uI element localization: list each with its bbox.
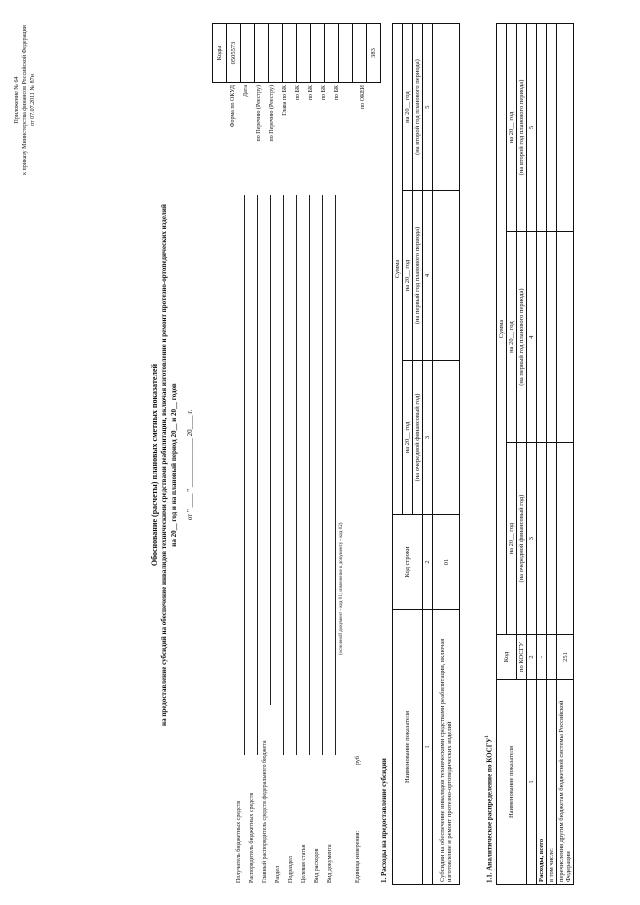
field-subsection: Подраздел [288,856,294,883]
row-value [547,24,557,232]
row-code: 01 [433,515,460,610]
table-row-code: - [537,635,547,680]
col-header-year3: на 20__ год [403,24,413,191]
col-header-sum: Сумма [393,24,403,515]
field-line [335,195,336,755]
row-value [557,231,574,442]
unit-value: руб [355,756,361,765]
col-header-code: Код строки [393,515,423,610]
code-cell [339,24,353,83]
code-label-bk: по БК [321,85,327,101]
field-line [283,195,284,755]
code-label-date: Дата [243,85,249,97]
form-okud-label: Форма по ОКУД [230,85,236,128]
appendix-number: Приложение № 64 [14,76,20,124]
code-label-registry: по Перечню (Реестру) [256,85,262,142]
section1-title: 1. Расходы на предоставление субсидии [380,758,388,883]
col-num: 4 [527,231,537,442]
row-value [433,191,460,361]
codes-table [212,23,381,83]
row-value [433,360,460,514]
col-num: 3 [527,443,537,635]
table-row-name: Расходы, всего [537,680,547,885]
col-header-name: Наименование показателя [497,680,527,885]
code-cell [269,24,283,83]
row-value [557,24,574,232]
field-line [257,195,258,755]
col-num: 4 [423,191,433,361]
table-row-code [547,635,557,680]
col-header-name: Наименование показателя [393,610,423,885]
doc-type-note: (основной документ - код 01; изменение к документу - код 02) [339,522,344,655]
doc-title: Обоснование (расчеты) плановых сметных показателей [150,363,159,567]
section11-title-text: 1.1. Аналитическое распределение по КОСГУ [485,737,494,883]
section1-table [392,23,460,885]
field-line [270,195,271,705]
col-header-year2: на 20__ год [403,191,413,361]
col-header-year1: на 20__ год [403,360,413,514]
code-label-chapter: Глава по БК [282,85,288,116]
field-line [296,195,297,755]
col-header-year1: на 20__ год [507,443,517,635]
okei-label: по ОКЕИ [360,85,366,110]
row-value [537,443,547,635]
field-recipient: Получатель бюджетных средств [236,800,242,883]
col-header-code-kosgu: по КОСГУ [517,635,527,680]
field-line [309,195,310,755]
row-value [547,443,557,635]
col-num: 5 [423,24,433,191]
col-header-year2: на 20__ год [507,231,517,442]
col-num: 3 [423,360,433,514]
field-main-distributor: Главный распорядитель средств федерального бюджета [262,740,268,883]
field-expense-type: Вид расходов [314,848,320,883]
code-cell [283,24,297,83]
table-row-name: в том числе: [547,680,557,885]
row-value [557,443,574,635]
code-cell [255,24,269,83]
code-label-bk: по БК [308,85,314,101]
okei-code: 383 [367,24,381,83]
section11-title [484,735,493,883]
col-header-sum: Сумма [497,24,507,635]
code-cell [311,24,325,83]
code-cell [325,24,339,83]
appendix-order: к приказу Министерства финансов Российской Федерации [22,25,28,175]
doc-subtitle: на предоставление субсидий на обеспечение инвалидов техническими средствами реабилитации, включая изготовление и ремонт протезно-ортопедических изделий [160,204,168,726]
field-doc-type: Вид документа [327,844,333,883]
col-header-year3: на 20__ год [507,24,517,232]
section11-table [496,23,574,885]
field-line [322,195,323,755]
col-header-year3-note: (на второй год планового периода) [517,24,527,232]
col-num: 1 [527,680,537,885]
row-value [547,231,557,442]
table-row-code: 251 [557,635,574,680]
col-num: 2 [527,635,537,680]
row-value [433,24,460,191]
col-num: 1 [423,610,433,885]
doc-date-line: от " ____ " ______________ 20____ г. [186,409,194,521]
code-cell [241,24,255,83]
col-header-year2-note: (на первый год планового периода) [517,231,527,442]
appendix-date: от 07.07.2011 № 87н [30,74,36,126]
code-label-registry: по Перечню (Реестру) [269,85,275,142]
col-num: 2 [423,515,433,610]
col-header-code: Код [497,635,517,680]
code-label-bk: по БК [295,85,301,101]
code-cell [297,24,311,83]
col-header-year2-note: (на первый год планового периода) [413,191,423,361]
unit-label: Единица измерения: [355,830,361,883]
col-header-year3-note: (на второй год планового периода) [413,24,423,191]
field-section: Раздел [275,866,281,883]
col-header-year1-note: (на очередной финансовый год) [517,443,527,635]
codes-header: Коды [213,24,227,83]
field-distributor: Распорядитель бюджетных средств [249,792,255,883]
row-value [537,231,547,442]
table-row-name: перечисления другим бюджетам бюджетной системы Российской Федерации [557,680,574,885]
doc-period: на 20__ год и на плановый период 20__ и 20__ годов [170,383,178,547]
form-code: 0505573 [227,24,241,83]
row-value [537,24,547,232]
field-target-article: Целевая статья [301,844,307,883]
code-cell [353,24,367,83]
footnote-mark: 1 [485,735,490,738]
row-name: Субсидии на обеспечение инвалидов техническими средствами реабилитации, включая изготовление и ремонт протезно-ортопедических изделий [433,610,460,885]
col-header-year1-note: (на очередной финансовый год) [413,360,423,514]
code-label-bk: по БК [334,85,340,101]
col-num: 5 [527,24,537,232]
field-line [244,195,245,755]
